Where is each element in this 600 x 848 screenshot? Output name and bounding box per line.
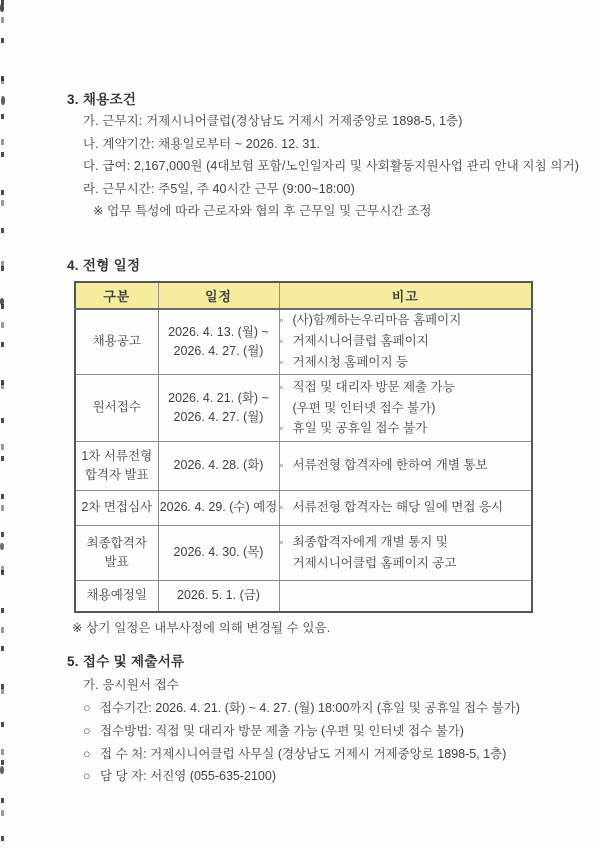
remark-line: ◦ 서류전형 합격자는 해당 일에 면접 응시 <box>280 497 532 518</box>
table-row-first-result <box>75 441 532 490</box>
bullet-icon: ◦ <box>279 336 284 349</box>
cell-schedule: 2026. 4. 29. (수) 예정 <box>158 490 279 525</box>
cell-category: 채용예정일 <box>75 580 158 612</box>
cell-schedule: 2026. 4. 28. (화) <box>158 441 279 490</box>
remark-line: ◦ (사)함께하는우리마음 홈페이지 <box>280 310 532 331</box>
remark-line: (우편 및 인터넷 접수 불가) <box>292 400 436 415</box>
circle-bullet-icon: ○ <box>83 769 91 784</box>
remark-line: ◦ 최종합격자에게 개별 통지 및 <box>280 532 532 553</box>
section3-note: ※ 업무 특성에 따라 근로자와 협의 후 근무일 및 근무시간 조정 <box>93 204 432 218</box>
table-row-announcement <box>75 309 532 374</box>
remark-line: ◦ 서류전형 합격자에 한하여 개별 통보 <box>280 455 532 476</box>
remark-line: 거제시니어클럽 홈페이지 공고 <box>292 556 457 570</box>
table-row-application <box>75 374 532 441</box>
remark-line: ◦ 휴일 및 공휴일 접수 불가 <box>280 418 532 439</box>
circle-bullet-icon: ○ <box>83 701 91 715</box>
cell-remarks <box>279 309 532 374</box>
cell-category: 최종합격자 발표 <box>75 525 158 580</box>
cell-remarks <box>279 525 532 580</box>
cell-category: 2차 면접심사 <box>75 490 158 525</box>
section3-title: 3. 채용조건 <box>67 92 137 107</box>
cell-remarks <box>279 374 532 441</box>
cell-schedule: 2026. 5. 1. (금) <box>158 580 279 612</box>
reception-method: ○ 접수방법: 직접 및 대리자 방문 제출 가능 (우편 및 인터넷 접수 불가) <box>83 720 520 743</box>
scan-artifact <box>1 96 5 105</box>
section5-title: 5. 접수 및 제출서류 <box>67 654 185 669</box>
bullet-icon: ◦ <box>279 537 284 549</box>
cell-remarks <box>279 490 532 525</box>
table-row-interview <box>75 490 532 525</box>
section3-items <box>83 110 579 201</box>
scan-artifact <box>0 4 4 12</box>
header-remarks: 비고 <box>279 282 532 309</box>
scan-artifact <box>0 543 4 550</box>
condition-workplace: 가. 근무지: 거제시니어클럽(경상남도 거제시 거제중앙로 1898-5, 1층) <box>83 114 463 128</box>
condition-working-hours: 라. 근무시간: 주5일, 주 40시간 근무 (9:00~18:00) <box>83 182 355 197</box>
condition-salary: 다. 급여: 2,167,000원 (4대보험 포함/노인일자리 및 사회활동지원사업 관리 안내 지침 의거) <box>83 159 579 174</box>
cell-remarks <box>279 580 532 612</box>
table-row-hire-date <box>75 580 532 612</box>
remark-line: ◦ 거제시니어클럽 홈페이지 <box>280 331 532 352</box>
scan-artifact <box>0 766 4 774</box>
bullet-icon: ◦ <box>279 502 284 514</box>
cell-schedule: 2026. 4. 30. (목) <box>158 525 279 580</box>
cell-category: 원서접수 <box>75 374 158 441</box>
remark-line: ◦ 거제시청 홈페이지 등 <box>280 352 532 373</box>
reception-place: ○ 접 수 처: 거제시니어클럽 사무실 (경상남도 거제시 거제중앙로 1898-5, 1층) <box>83 743 520 766</box>
cell-schedule: 2026. 4. 21. (화) ~ 2026. 4. 27. (월) <box>158 374 279 441</box>
table-row-final-result <box>75 525 532 580</box>
circle-bullet-icon: ○ <box>83 746 91 761</box>
section5-subtitle: 가. 응시원서 접수 <box>83 678 179 692</box>
bullet-icon: ◦ <box>279 422 284 435</box>
cell-category: 1차 서류전형 합격자 발표 <box>75 441 158 490</box>
table-header-row <box>75 282 532 309</box>
section4-title: 4. 전형 일정 <box>67 258 141 273</box>
header-category: 구분 <box>75 282 158 309</box>
cell-remarks <box>279 441 532 490</box>
section4-note: ※ 상기 일정은 내부사정에 의해 변경될 수 있음. <box>72 621 331 635</box>
header-schedule: 일정 <box>158 282 279 309</box>
scan-edge-artifact <box>1 0 4 848</box>
reception-period: ○ 접수기간: 2026. 4. 21. (화) ~ 4. 27. (월) 18:00까지 (휴일 및 공휴일 접수 불가) <box>83 697 520 720</box>
cell-category: 채용공고 <box>75 309 158 374</box>
condition-contract-period: 나. 계약기간: 채용일로부터 ~ 2026. 12. 31. <box>83 136 321 151</box>
remark-line: ◦ 직접 및 대리자 방문 제출 가능 <box>280 377 532 398</box>
schedule-table <box>74 281 533 613</box>
bullet-icon: ◦ <box>279 315 284 328</box>
bullet-icon: ◦ <box>279 460 284 472</box>
circle-bullet-icon: ○ <box>83 723 91 738</box>
section5-bullets <box>83 697 520 788</box>
bullet-icon: ◦ <box>279 357 284 370</box>
scan-artifact <box>0 298 4 305</box>
bullet-icon: ◦ <box>279 381 284 394</box>
cell-schedule: 2026. 4. 13. (월) ~ 2026. 4. 27. (월) <box>158 309 279 374</box>
contact-person: ○ 담 당 자: 서진영 (055-635-2100) <box>83 765 520 788</box>
